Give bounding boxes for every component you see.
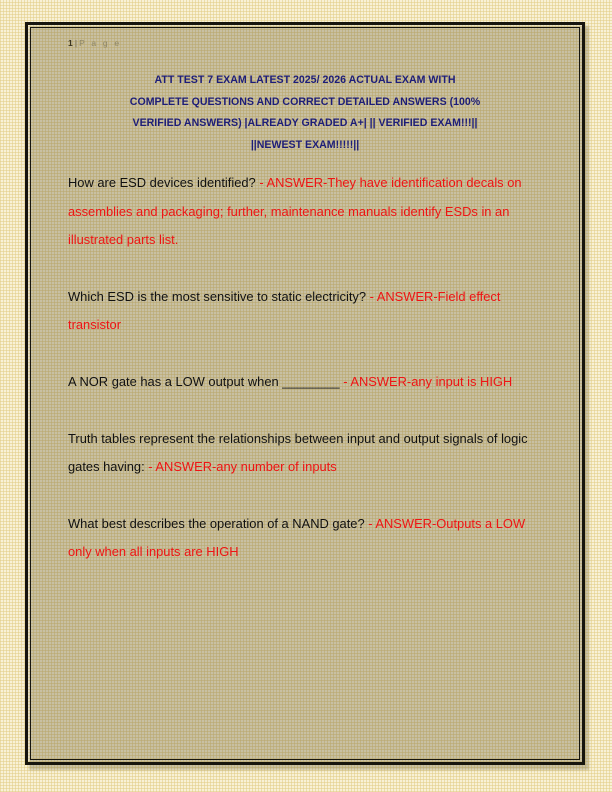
document-title — [57, 70, 553, 156]
qa-item — [68, 510, 547, 567]
question-text: What best describes the operation of a NAND gate? — [68, 515, 369, 531]
question-text: Truth tables represent the relationships between input and output signals of logic gates having: — [68, 430, 528, 475]
qa-item — [68, 368, 547, 397]
question-text: A NOR gate has a LOW output when ________ — [68, 373, 344, 389]
question-text: Which ESD is the most sensitive to static electricity? — [68, 288, 370, 304]
qa-item — [68, 283, 547, 340]
question-text: How are ESD devices identified? — [68, 175, 260, 190]
answer-text: - ANSWER-any input is HIGH — [343, 373, 513, 389]
title-line-2: COMPLETE QUESTIONS AND CORRECT DETAILED ANSWERS (100% — [129, 95, 481, 108]
page-label: P a g e — [79, 38, 122, 48]
page-number: 1 — [68, 38, 73, 48]
title-line-4: ||NEWEST EXAM!!!!!|| — [250, 138, 360, 151]
document-page — [33, 30, 577, 757]
title-line-3: VERIFIED ANSWERS) |ALREADY GRADED A+| || VERIFIED EXAM!!!|| — [132, 117, 478, 129]
title-line-1: ATT TEST 7 EXAM LATEST 2025/ 2026 ACTUAL EXAM WITH — [154, 74, 456, 86]
answer-text: - ANSWER-They have identification decals on assemblies and packaging; further, maintenance manuals identify ESDs in an illustrated parts list. — [68, 175, 522, 248]
qa-list — [68, 169, 547, 567]
answer-text: - ANSWER-Outputs a LOW only when all inputs are HIGH — [68, 515, 526, 560]
running-header — [68, 37, 577, 49]
header-separator: | — [74, 38, 78, 48]
answer-text: - ANSWER-Field effect transistor — [68, 288, 501, 333]
answer-text: - ANSWER-any number of inputs — [148, 459, 337, 475]
qa-item — [68, 425, 547, 482]
qa-item — [68, 169, 547, 255]
